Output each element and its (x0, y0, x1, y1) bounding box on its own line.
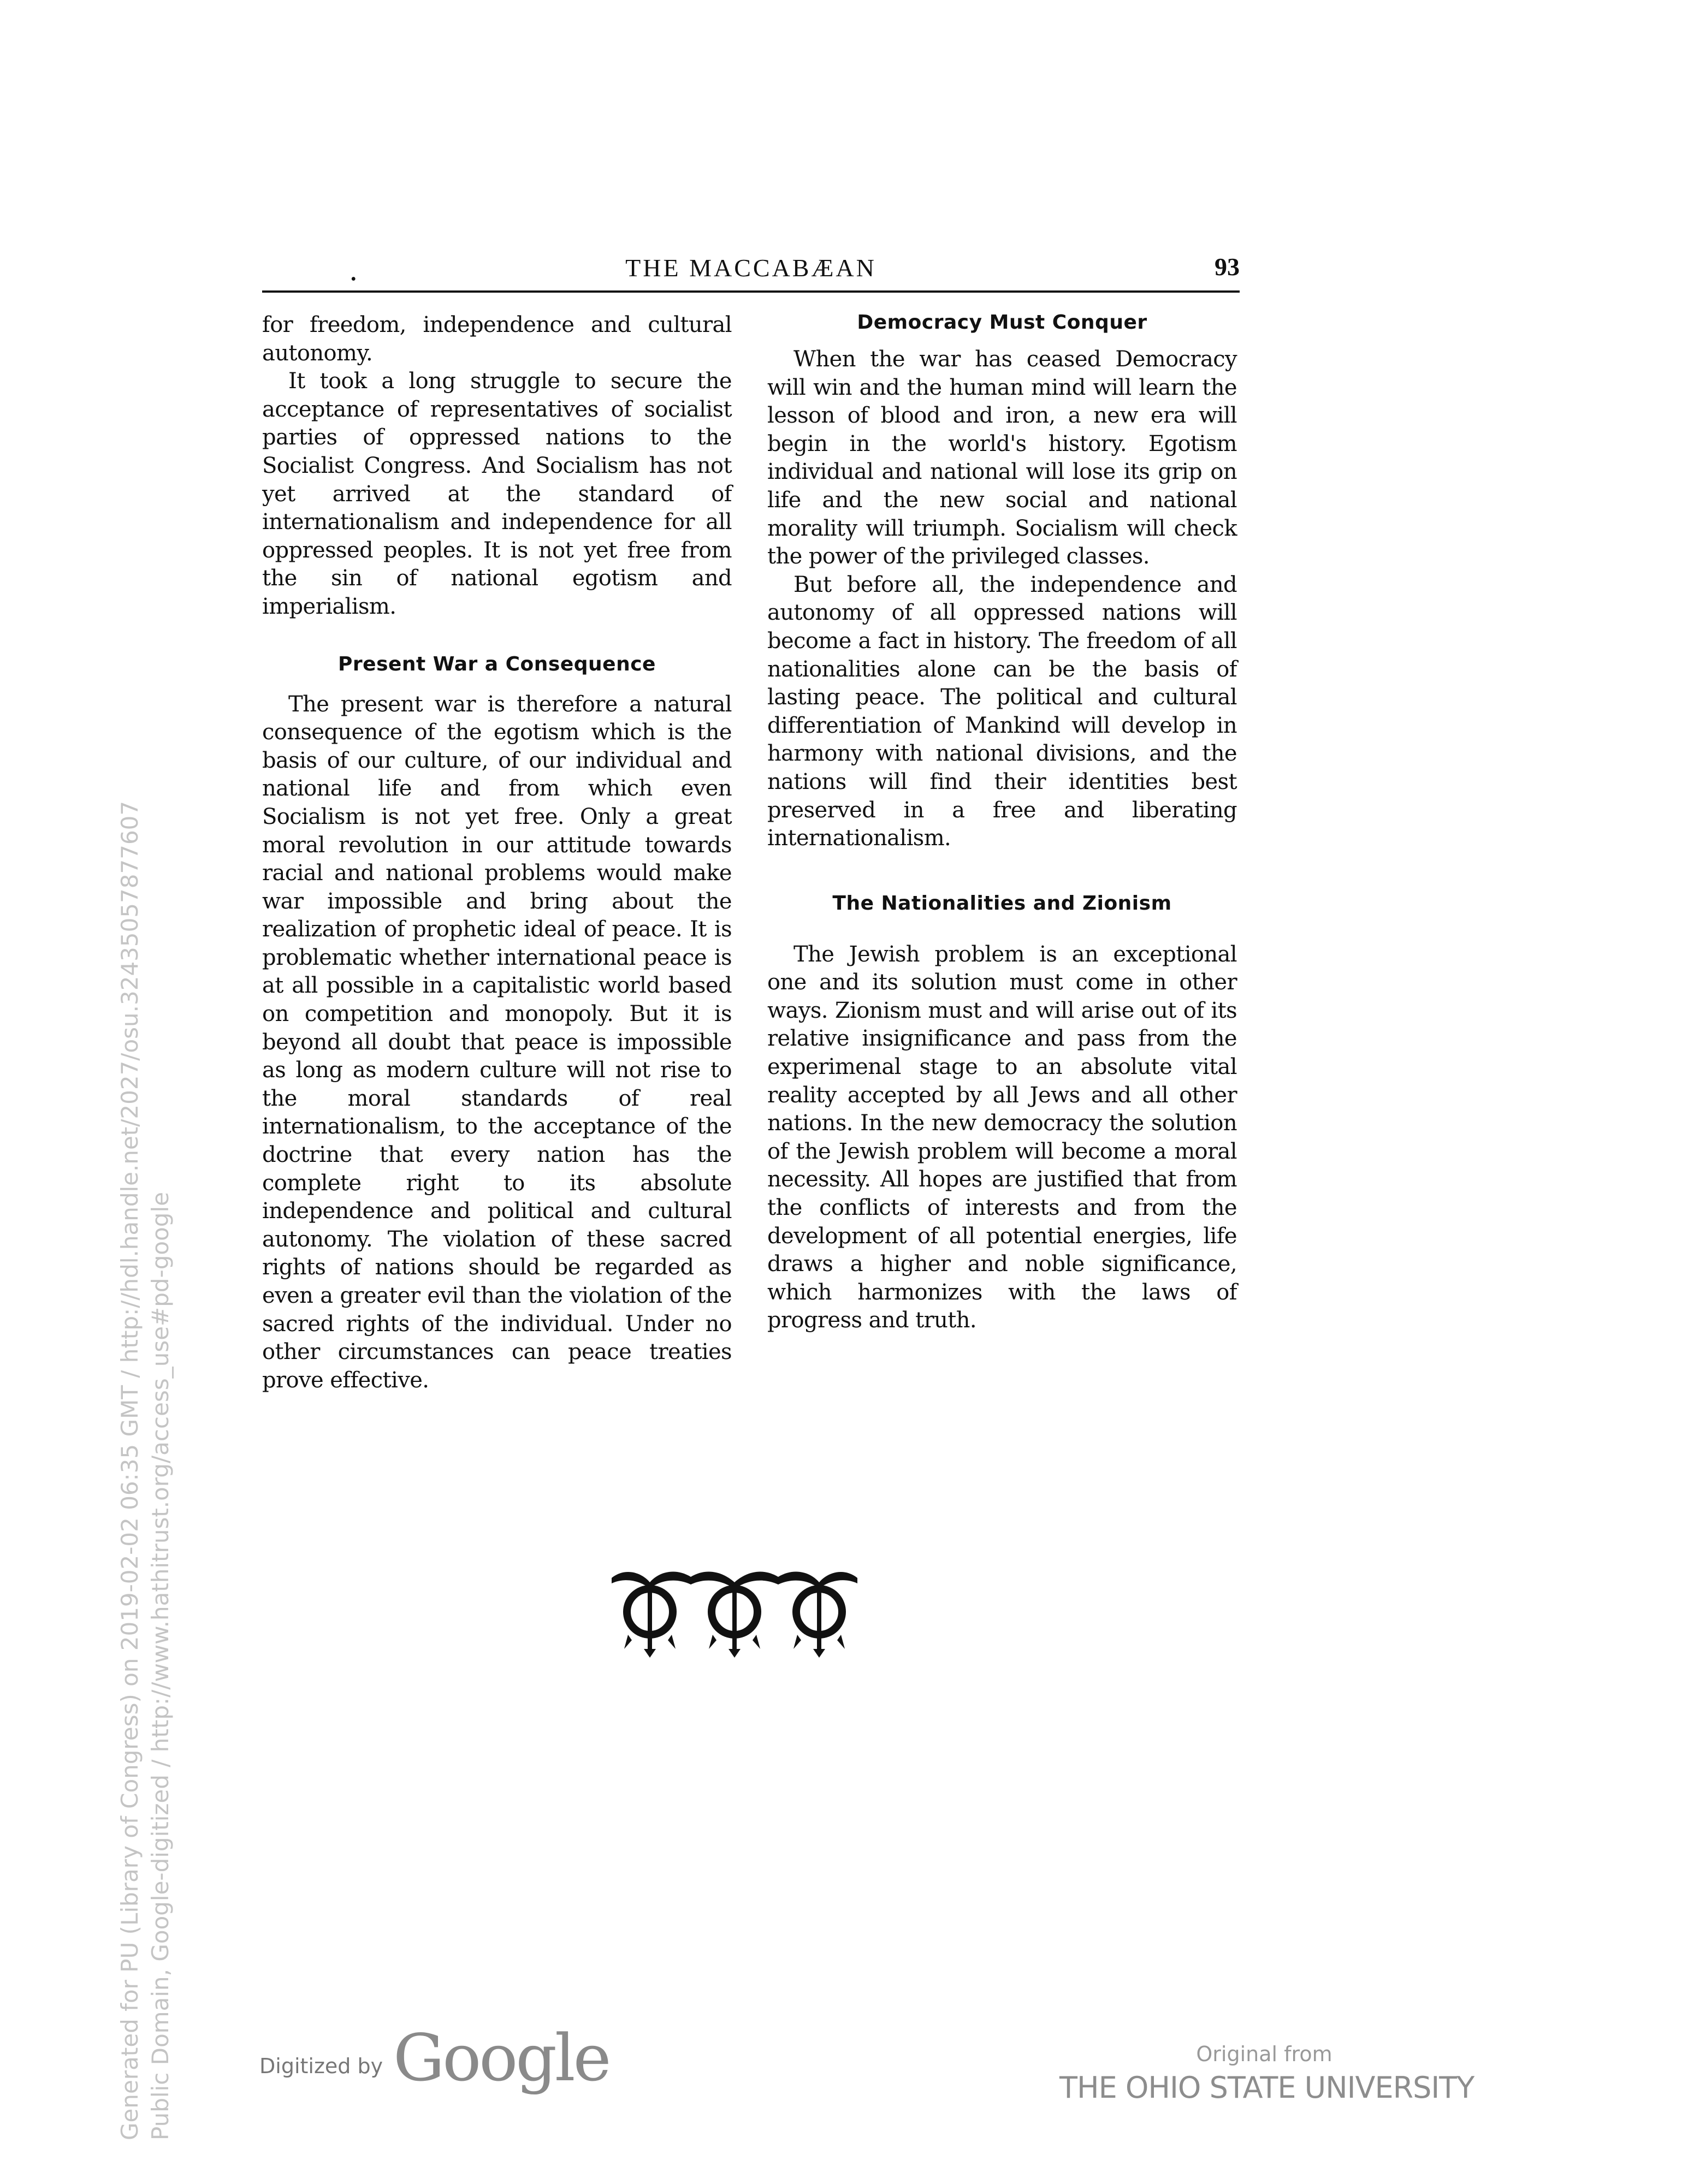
left-column (262, 311, 732, 1394)
running-header (262, 247, 1240, 293)
hathitrust-watermark (115, 801, 176, 2140)
page-number: 93 (1215, 253, 1240, 281)
right-column (767, 311, 1237, 1335)
paragraph: When the war has ceased Democracy will win and the human mind will learn the lesson of blood and iron, a new era will begin in the world's history. Egotism individual and national will lose its grip on life and the new social and national morality will triumph. Socialism will check the power of the privileged classes. (767, 347, 1237, 569)
journal-title: THE MACCABÆAN (625, 254, 876, 282)
watermark-line: Generated for PU (Library of Congress) on 2019-02-02 06:35 GMT / http://hdl.handle.net/2027/osu.32435057877607 (116, 800, 143, 2140)
paragraph: But before all, the independence and autonomy of all oppressed nations will become a fact in history. The freedom of all nationalities alone can be the basis of lasting peace. The political and cultural differentiation of Mankind will develop in harmony with national divisions, and the nations will find their identities best preserved in a free and liberating internationalism. (767, 572, 1237, 851)
wreath-ornament-icon (609, 1567, 860, 1660)
header-dot: . (350, 252, 358, 287)
university-name: THE OHIO STATE UNIVERSITY (1059, 2070, 1474, 2105)
google-logo: Google (393, 2020, 609, 2096)
digitized-by-label: Digitized by (259, 2054, 383, 2078)
source-attribution (1059, 2042, 1474, 2105)
section-heading: The Nationalities and Zionism (832, 892, 1172, 915)
watermark-line: Public Domain, Google-digitized / http://www.hathitrust.org/access_use#pd-google (147, 1192, 174, 2140)
paragraph: The Jewish problem is an exceptional one and its solution must come in other ways. Zionism must and will arise out of its relative insignificance and pass from the experimenal stage to an absolute vital reality accepted by all Jews and all other nations. In the new democracy the solution of the Jewish problem will become a moral necessity. All hopes are justified that from the conflicts of interests and from the development of all potential energies, life draws a higher and noble significance, which harmonizes with the laws of progress and truth. (767, 941, 1237, 1333)
paragraph: for freedom, independence and cultural autonomy. (262, 312, 732, 366)
original-from-label: Original from (1196, 2042, 1332, 2066)
section-heading: Present War a Consequence (338, 652, 656, 675)
paragraph: The present war is therefore a natural consequence of the egotism which is the basis of our culture, of our individual and national life and from which even Socialism is not yet free. Only a great moral revolution in our attitude towards racial and national problems would make war impossible and bring about the realization of prophetic ideal of peace. It is problematic whether international peace is at all possible in a capitalistic world based on competition and monopoly. But it is beyond all doubt that peace is impossible as long as modern culture will not rise to the moral standards of real internationalism, to the acceptance of the doctrine that every nation has the complete right to its absolute independence and political and cultural autonomy. The violation of these sacred rights of nations should be regarded as even a greater evil than the violation of the sacred rights of the individual. Under no other circumstances can peace treaties prove effective. (262, 691, 732, 1393)
paragraph: It took a long struggle to secure the acceptance of representatives of socialist parties of oppressed nations to the Socialist Congress. And Socialism has not yet arrived at the standard of internationalism and independence for all oppressed peoples. It is not yet free from the sin of national egotism and imperialism. (262, 369, 732, 619)
section-heading: Democracy Must Conquer (857, 311, 1147, 334)
